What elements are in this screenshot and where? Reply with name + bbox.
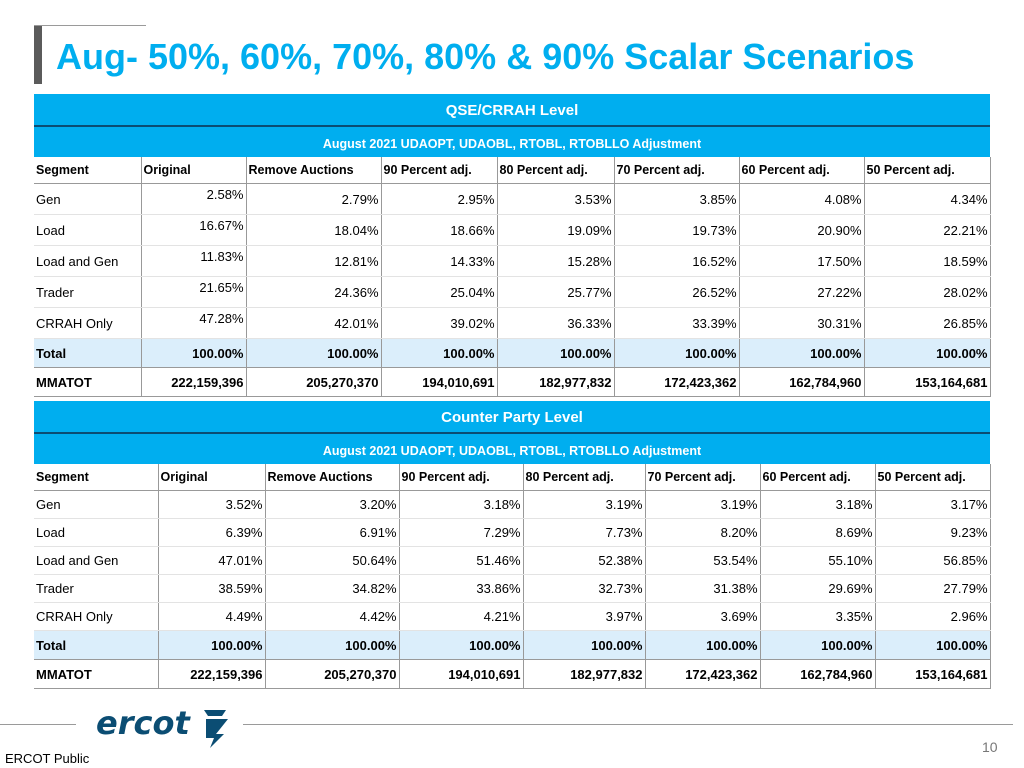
value-cell: 100.00% <box>141 339 246 368</box>
value-cell: 4.42% <box>265 603 399 631</box>
value-cell: 182,977,832 <box>523 660 645 689</box>
segment-cell: Load and Gen <box>34 246 141 277</box>
logo-bolt-icon <box>204 710 228 748</box>
value-cell: 100.00% <box>246 339 381 368</box>
value-cell: 36.33% <box>497 308 614 339</box>
value-cell: 18.59% <box>864 246 990 277</box>
value-cell: 205,270,370 <box>265 660 399 689</box>
value-cell: 17.50% <box>739 246 864 277</box>
column-header: Original <box>158 464 265 491</box>
header-row <box>34 464 990 491</box>
value-cell: 19.73% <box>614 215 739 246</box>
table-row <box>34 547 990 575</box>
value-cell: 14.33% <box>381 246 497 277</box>
value-cell: 162,784,960 <box>760 660 875 689</box>
value-cell: 56.85% <box>875 547 990 575</box>
segment-cell: Total <box>34 631 158 660</box>
footer-rule-right <box>243 724 1013 725</box>
value-cell: 27.79% <box>875 575 990 603</box>
value-cell: 7.73% <box>523 519 645 547</box>
segment-cell: Gen <box>34 184 141 215</box>
value-cell: 22.21% <box>864 215 990 246</box>
value-cell: 182,977,832 <box>497 368 614 397</box>
value-cell: 42.01% <box>246 308 381 339</box>
value-cell: 25.77% <box>497 277 614 308</box>
total-row <box>34 631 990 660</box>
value-cell: 55.10% <box>760 547 875 575</box>
segment-cell: CRRAH Only <box>34 603 158 631</box>
column-header: 50 Percent adj. <box>864 157 990 184</box>
segment-cell: Load and Gen <box>34 547 158 575</box>
value-cell: 21.65% <box>141 277 246 308</box>
value-cell: 6.39% <box>158 519 265 547</box>
value-cell: 12.81% <box>246 246 381 277</box>
value-cell: 33.86% <box>399 575 523 603</box>
title-top-rule <box>34 25 146 26</box>
table-row <box>34 519 990 547</box>
value-cell: 29.69% <box>760 575 875 603</box>
value-cell: 222,159,396 <box>141 368 246 397</box>
value-cell: 8.69% <box>760 519 875 547</box>
value-cell: 26.85% <box>864 308 990 339</box>
table-row <box>34 246 990 277</box>
value-cell: 7.29% <box>399 519 523 547</box>
value-cell: 162,784,960 <box>739 368 864 397</box>
column-header: Segment <box>34 157 141 184</box>
value-cell: 28.02% <box>864 277 990 308</box>
table-subtitle: August 2021 UDAOPT, UDAOBL, RTOBL, RTOBLLO Adjustment <box>34 434 990 464</box>
table-row <box>34 491 990 519</box>
page-number: 10 <box>982 739 998 755</box>
value-cell: 153,164,681 <box>875 660 990 689</box>
value-cell: 2.95% <box>381 184 497 215</box>
value-cell: 3.52% <box>158 491 265 519</box>
value-cell: 100.00% <box>760 631 875 660</box>
value-cell: 30.31% <box>739 308 864 339</box>
header-row <box>34 157 990 184</box>
mmatot-row <box>34 660 990 689</box>
segment-cell: Load <box>34 519 158 547</box>
value-cell: 9.23% <box>875 519 990 547</box>
value-cell: 50.64% <box>265 547 399 575</box>
value-cell: 19.09% <box>497 215 614 246</box>
value-cell: 11.83% <box>141 246 246 277</box>
value-cell: 2.58% <box>141 184 246 215</box>
column-header: 90 Percent adj. <box>381 157 497 184</box>
value-cell: 6.91% <box>265 519 399 547</box>
value-cell: 3.97% <box>523 603 645 631</box>
value-cell: 53.54% <box>645 547 760 575</box>
value-cell: 194,010,691 <box>381 368 497 397</box>
value-cell: 3.18% <box>399 491 523 519</box>
table-banner: Counter Party Level <box>34 401 990 434</box>
table-row <box>34 575 990 603</box>
footer-rule-left <box>0 724 76 725</box>
value-cell: 100.00% <box>497 339 614 368</box>
segment-cell: Trader <box>34 277 141 308</box>
value-cell: 172,423,362 <box>645 660 760 689</box>
value-cell: 3.18% <box>760 491 875 519</box>
value-cell: 47.01% <box>158 547 265 575</box>
value-cell: 38.59% <box>158 575 265 603</box>
value-cell: 100.00% <box>265 631 399 660</box>
segment-cell: CRRAH Only <box>34 308 141 339</box>
table-row <box>34 277 990 308</box>
value-cell: 20.90% <box>739 215 864 246</box>
value-cell: 2.96% <box>875 603 990 631</box>
column-header: 80 Percent adj. <box>523 464 645 491</box>
segment-cell: MMATOT <box>34 368 141 397</box>
counter-party-table <box>34 464 991 689</box>
table-banner: QSE/CRRAH Level <box>34 94 990 127</box>
value-cell: 3.19% <box>645 491 760 519</box>
value-cell: 34.82% <box>265 575 399 603</box>
value-cell: 194,010,691 <box>399 660 523 689</box>
total-row <box>34 339 990 368</box>
value-cell: 51.46% <box>399 547 523 575</box>
column-header: Original <box>141 157 246 184</box>
table-row <box>34 184 990 215</box>
value-cell: 2.79% <box>246 184 381 215</box>
counter-party-section <box>34 401 990 689</box>
title-accent-bar <box>34 26 42 84</box>
table-subtitle: August 2021 UDAOPT, UDAOBL, RTOBL, RTOBLLO Adjustment <box>34 127 990 157</box>
column-header: 70 Percent adj. <box>645 464 760 491</box>
logo-wordmark: ercot <box>96 704 190 742</box>
column-header: Segment <box>34 464 158 491</box>
value-cell: 3.17% <box>875 491 990 519</box>
value-cell: 100.00% <box>381 339 497 368</box>
value-cell: 4.49% <box>158 603 265 631</box>
table-row <box>34 308 990 339</box>
value-cell: 26.52% <box>614 277 739 308</box>
value-cell: 24.36% <box>246 277 381 308</box>
segment-cell: Total <box>34 339 141 368</box>
value-cell: 39.02% <box>381 308 497 339</box>
column-header: 90 Percent adj. <box>399 464 523 491</box>
value-cell: 172,423,362 <box>614 368 739 397</box>
value-cell: 100.00% <box>864 339 990 368</box>
column-header: 60 Percent adj. <box>760 464 875 491</box>
value-cell: 153,164,681 <box>864 368 990 397</box>
value-cell: 205,270,370 <box>246 368 381 397</box>
value-cell: 100.00% <box>739 339 864 368</box>
column-header: 50 Percent adj. <box>875 464 990 491</box>
page-title: Aug- 50%, 60%, 70%, 80% & 90% Scalar Scenarios <box>56 36 915 77</box>
value-cell: 27.22% <box>739 277 864 308</box>
value-cell: 4.34% <box>864 184 990 215</box>
value-cell: 52.38% <box>523 547 645 575</box>
value-cell: 33.39% <box>614 308 739 339</box>
value-cell: 8.20% <box>645 519 760 547</box>
value-cell: 4.08% <box>739 184 864 215</box>
value-cell: 100.00% <box>614 339 739 368</box>
table-row <box>34 603 990 631</box>
value-cell: 222,159,396 <box>158 660 265 689</box>
value-cell: 100.00% <box>399 631 523 660</box>
value-cell: 3.20% <box>265 491 399 519</box>
footer-label: ERCOT Public <box>5 751 90 766</box>
value-cell: 100.00% <box>645 631 760 660</box>
mmatot-row <box>34 368 990 397</box>
value-cell: 3.69% <box>645 603 760 631</box>
value-cell: 3.85% <box>614 184 739 215</box>
value-cell: 18.04% <box>246 215 381 246</box>
column-header: 60 Percent adj. <box>739 157 864 184</box>
column-header: 80 Percent adj. <box>497 157 614 184</box>
table-row <box>34 215 990 246</box>
value-cell: 16.67% <box>141 215 246 246</box>
value-cell: 18.66% <box>381 215 497 246</box>
qse-crrah-table <box>34 157 991 397</box>
value-cell: 47.28% <box>141 308 246 339</box>
value-cell: 25.04% <box>381 277 497 308</box>
value-cell: 15.28% <box>497 246 614 277</box>
value-cell: 16.52% <box>614 246 739 277</box>
value-cell: 3.35% <box>760 603 875 631</box>
value-cell: 31.38% <box>645 575 760 603</box>
qse-crrah-section <box>34 94 990 397</box>
value-cell: 3.19% <box>523 491 645 519</box>
value-cell: 4.21% <box>399 603 523 631</box>
ercot-logo <box>94 700 234 750</box>
column-header: Remove Auctions <box>265 464 399 491</box>
segment-cell: MMATOT <box>34 660 158 689</box>
value-cell: 32.73% <box>523 575 645 603</box>
segment-cell: Trader <box>34 575 158 603</box>
value-cell: 100.00% <box>523 631 645 660</box>
segment-cell: Gen <box>34 491 158 519</box>
column-header: Remove Auctions <box>246 157 381 184</box>
value-cell: 100.00% <box>158 631 265 660</box>
value-cell: 3.53% <box>497 184 614 215</box>
value-cell: 100.00% <box>875 631 990 660</box>
column-header: 70 Percent adj. <box>614 157 739 184</box>
segment-cell: Load <box>34 215 141 246</box>
